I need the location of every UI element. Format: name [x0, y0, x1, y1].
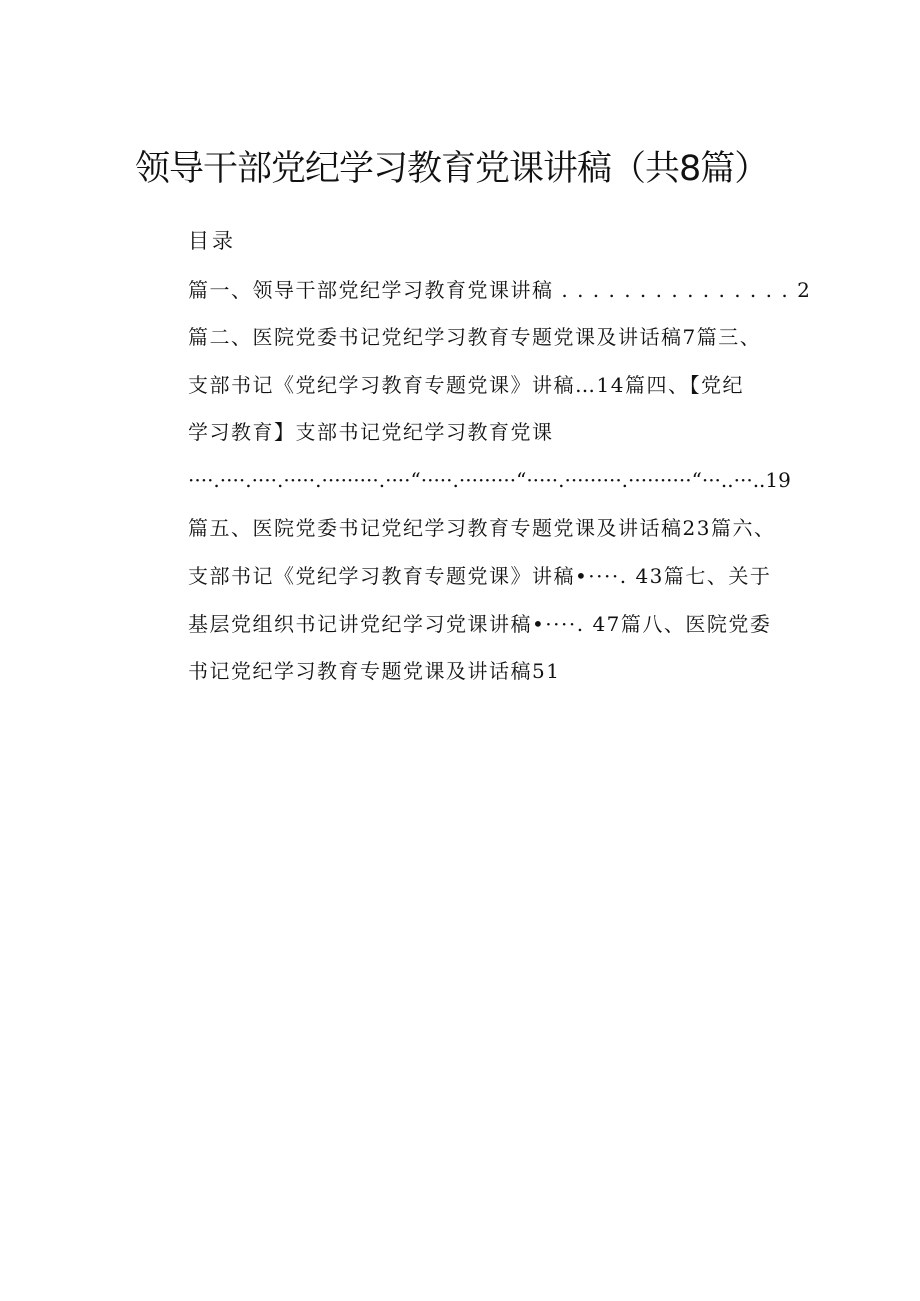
toc-line: 书记党纪学习教育专题党课及讲话稿51 — [188, 659, 561, 683]
document-title: 领导干部党纪学习教育党课讲稿（共8篇） — [135, 149, 769, 189]
toc-line: 支部书记《党纪学习教育专题党课》讲稿•····. 43篇七、关于 — [188, 564, 772, 588]
toc-line: 篇一、领导干部党纪学习教育党课讲稿 . . . . . . . . . . . . . . . 2 — [188, 278, 812, 302]
toc-line: 篇五、医院党委书记党纪学习教育专题党课及讲话稿23篇六、 — [188, 516, 776, 540]
toc-line: 支部书记《党纪学习教育专题党课》讲稿…14篇四、【党纪 — [188, 373, 744, 397]
toc-line: 基层党组织书记讲党纪学习党课讲稿•····. 47篇八、医院党委 — [188, 612, 772, 636]
toc-line: 篇二、医院党委书记党纪学习教育专题党课及讲话稿7篇三、 — [188, 325, 762, 349]
toc-line: 学习教育】支部书记党纪学习教育党课 — [188, 420, 554, 444]
toc-leader-line: ····.····.····.·····.·········.····“·····.·········“·····.·········.··········“···..···..19 — [188, 468, 791, 492]
toc-heading: 目录 — [188, 229, 236, 253]
